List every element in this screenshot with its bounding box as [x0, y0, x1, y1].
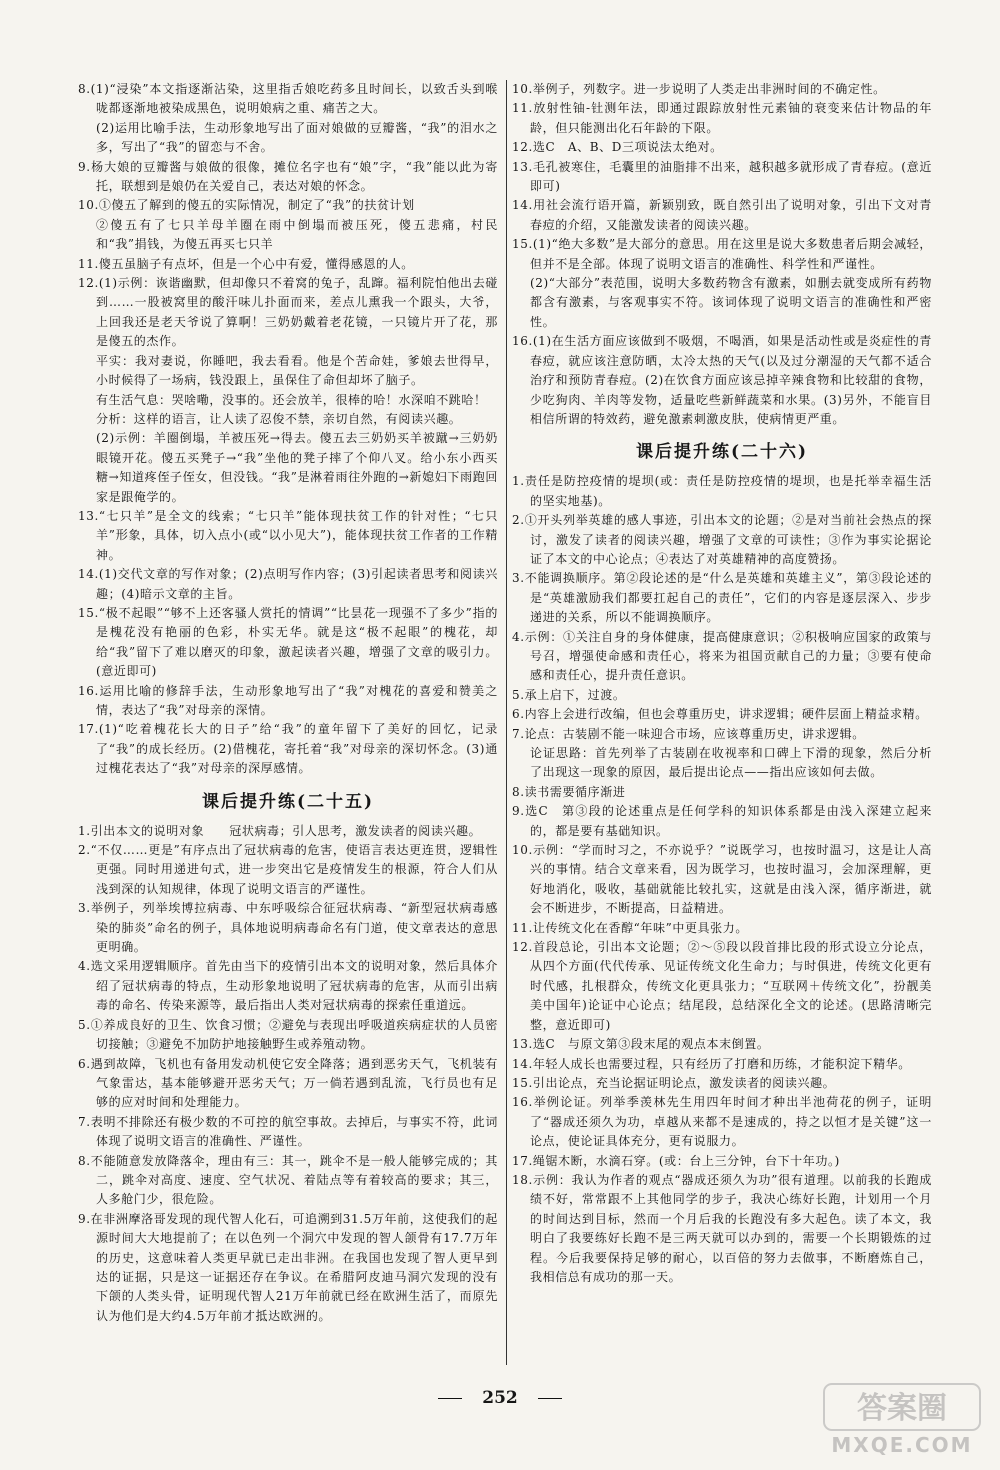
left-column	[78, 80, 498, 1326]
page-number-right-dash	[538, 1398, 562, 1399]
answer-item: 6.内容上会进行改编，但也会尊重历史，讲求逻辑；硬件层面上精益求精。	[512, 707, 928, 722]
page-number-left-dash	[438, 1398, 462, 1399]
answer-item: 13.选C 与原文第③段末尾的观点本末倒置。	[512, 1037, 770, 1052]
answer-item: 9.在非洲摩洛哥发现的现代智人化石，可追溯到31.5万年前，这使我们的起源时间大大地提前了；在以色列一个洞穴中发现的智人颌骨有17.7万年的历史，这意味着人类更早就已走出非洲。在我国也发现了智人更早到达的证据，只是这一证据还存在争议。在希腊阿皮迪马洞穴发现的没有下颌的人类头骨，证明现代智人21万年前就已经在欧洲生活了，而原先认为他们是大约4.5万年前才抵达欧洲的。	[78, 1211, 498, 1323]
answer-item: 14.年轻人成长也需要过程，只有经历了打磨和历练，才能积淀下精华。	[512, 1056, 911, 1071]
answer-item: 8.读书需要循序渐进	[512, 784, 626, 799]
answer-item: 14.(1)交代文章的写作对象；(2)点明写作内容；(3)引起读者思考和阅读兴趣；(4)暗示文章的主旨。	[78, 567, 498, 601]
answer-continuation: 平实：我对妻说，你睡吧，我去看看。他是个苦命娃，爹娘去世得早，小时候得了一场病，钱没跟上，虽保住了命但却坏了脑子。	[96, 353, 498, 388]
answer-item: 14.用社会流行语开篇，新颖别致，既自然引出了说明对象，引出下文对青春痘的介绍，又能激发读者的阅读兴趣。	[512, 198, 932, 232]
answer-continuation: (2)运用比喻手法，生动形象地写出了面对娘做的豆瓣酱，“我”的泪水之多，写出了“我”的留恋与不舍。	[96, 120, 498, 155]
answer-item: 11.傻五虽脑子有点坏，但是一个心中有爱，懂得感恩的人。	[78, 256, 414, 271]
answer-item: 9.杨大娘的豆瓣酱与娘做的很像，摊位名字也有“娘”字，“我”能以此为寄托，联想到是娘仍在关爱自己，表达对娘的怀念。	[78, 159, 498, 194]
answer-item: 18.示例：我认为作者的观点“器成还须久为功”很有道理。以前我的长跑成绩不好，常常跟不上其他同学的步子，我决心练好长跑，计划用一个月的时间达到目标，然而一个月后我的长跑没有多大起色。读了本文，我明白了我要练好长跑不是三两天就可以办到的，需要一个长期锻炼的过程。今后我要保持足够的耐心，以百倍的努力去做事，不断磨炼自己，我相信总有成功的那一天。	[512, 1172, 932, 1284]
answer-item: 4.选文采用逻辑顺序。首先由当下的疫情引出本文的说明对象，然后具体介绍了冠状病毒的特点，生动形象地说明了冠状病毒的危害，从而引出病毒的命名、传染来源等，最后指出人类对冠状病毒的探索任重道远。	[78, 959, 498, 1013]
answer-item: 6.遇到故障，飞机也有备用发动机使它安全降落；遇到恶劣天气，飞机装有气象雷达，基本能够避开恶劣天气；万一倘若遇到乱流，飞行员也有足够的应对时间和处理能力。	[78, 1056, 498, 1110]
watermark-graphic	[822, 1380, 982, 1460]
answer-item: 5.承上启下，过渡。	[512, 687, 626, 702]
answer-item: 17.(1)“吃着槐花长大的日子”给“我”的童年留下了美好的回忆，记录了“我”的成长经历。(2)借槐花，寄托着“我”对母亲的深切怀念。(3)通过槐花表达了“我”对母亲的深厚感情。	[78, 722, 498, 776]
answer-item: 12.选C A、B、D三项说法太绝对。	[512, 140, 723, 155]
answer-item: 16.举例论证。列举季羡林先生用四年时间才种出半池荷花的例子，证明了“器成还须久为功，卓越从来都不是速成的，持之以恒才是关键”这一论点，使论证具体充分，更有说服力。	[512, 1095, 932, 1149]
answer-item: 4.示例：①关注自身的身体健康，提高健康意识；②积极响应国家的政策与号召，增强使命感和责任心，将来为祖国贡献自己的力量；③要有使命感和责任心，提升责任意识。	[512, 629, 932, 683]
answer-item: 13.“七只羊”是全文的线索；“七只羊”能体现扶贫工作的针对性；“七只羊”形象，具体，切入点小(或“以小见大”)，能体现扶贫工作者的工作精神。	[78, 508, 498, 562]
answer-item: 3.举例子，列举埃博拉病毒、中东呼吸综合征冠状病毒、“新型冠状病毒感染的肺炎”命名的例子，具体地说明病毒命名有门道，使文章表达的意思更明确。	[78, 901, 498, 955]
answer-item: 13.毛孔被寒住，毛囊里的油脂排不出来，越积越多就形成了青春痘。(意近即可)	[512, 159, 932, 194]
right-column	[512, 80, 932, 1287]
page-number-value: 252	[482, 1388, 518, 1408]
answer-continuation: ②傻五有了七只羊母羊圈在雨中倒塌而被压死，傻五悲痛，村民和“我”捐钱，为傻五再买七只羊	[96, 217, 498, 252]
answer-item: 16.(1)在生活方面应该做到不吸烟，不喝酒，如果是活动性或是炎症性的青春痘，就应该注意防晒，太冷太热的天气(以及过分潮湿的天气都不适合治疗和预防青春痘。(2)在饮食方面应该忌掉辛辣食物和比较甜的食物，少吃狗肉、羊肉等发物，适量吃些新鲜蔬菜和水果。(3)另外，不能盲目相信所谓的特效药，避免激素刺激皮肤，使病情更严重。	[512, 334, 932, 426]
answer-item: 15.“极不起眼”“够不上还客骚人赏托的情调”“比昙花一现强不了多少”指的是槐花没有艳丽的色彩，朴实无华。就是这“极不起眼”的槐花，却给“我”留下了难以磨灭的印象，激起读者兴趣，增强了文章的吸引力。(意近即可)	[78, 605, 498, 679]
answer-item: 11.让传统文化在香醇“年味”中更具张力。	[512, 920, 748, 935]
answer-continuation: 分析：这样的语言，让人读了忍俊不禁，亲切自然，有阅读兴趣。	[96, 411, 462, 426]
answer-item: 15.引出论点，充当论据证明论点，激发读者的阅读兴趣。	[512, 1075, 836, 1090]
answer-item: 9.选C 第③段的论述重点是任何学科的知识体系都是由浅入深建立起来的，都是要有基础知识。	[512, 804, 932, 838]
answer-item: 2.“不仅……更是”有序点出了冠状病毒的危害，使语言表达更连贯，逻辑性更强。同时用递进句式，进一步突出它是疫情发生的根源，符合人们从浅到深的认知规律，体现了说明文语言的严谨性。	[78, 843, 498, 896]
answer-continuation: (2)示例：羊圈倒塌，羊被压死→得去。傻五去三奶奶买羊被蹴→三奶奶眼镜开花。傻五买凳子→“我”坐他的凳子摔了个仰八叉。给小东小西买糖→知道疼侄子侄女，但没钱。“我”是淋着雨往外跑的→新媳妇下雨跑回家是跟俺学的。	[96, 431, 498, 504]
answer-item: 12.首段总论，引出本文论题；②～⑤段以段首排比段的形式设立分论点，从四个方面(代代传承、见证传统文化生命力；与时俱进，传统文化更有时代感，扎根群众，传统文化更具张力；“互联网＋传统文化”，扮靓美美中国年)论证中心论点；结尾段，总结深化全文的论述。(思路清晰完整，意近即可)	[512, 940, 932, 1032]
section-heading: 课后提升练(二十六)	[635, 442, 809, 463]
answer-item: 3.不能调换顺序。第②段论述的是“什么是英雄和英雄主义”，第③段论述的是“英雄激励我们都要扛起自己的责任”，它们的内容是逐层深入、步步递进的关系，所以不能调换顺序。	[512, 571, 932, 625]
answer-item: 7.表明不排除还有极少数的不可控的航空事故。去掉后，与事实不符，此词体现了说明文语言的准确性、严谨性。	[78, 1114, 498, 1149]
answer-item: 10.示例：“学而时习之，不亦说乎？”说既学习，也按时温习，这是让人高兴的事情。结合文章来看，因为既学习，也按时温习，会加深理解，更好地消化，吸收，基础就能比较扎实，这就是由浅入深，循序渐进，就会不断进步，不断提高，日益精进。	[512, 843, 932, 916]
answer-item: 10.①傻五了解到的傻五的实际情况，制定了“我”的扶贫计划	[78, 198, 415, 213]
watermark-logo	[822, 1380, 982, 1460]
answer-item: 5.①养成良好的卫生、饮食习惯；②避免与表现出呼吸道疾病症状的人员密切接触；③避免不加防护地接触野生或养殖动物。	[78, 1017, 498, 1052]
answer-continuation: 有生活气息：哭啥嘞，没事的。还会放羊，很棒的哈！水深咱不跳哈！	[96, 392, 487, 407]
answer-item: 2.①开头列举英雄的感人事迹，引出本文的论题；②是对当前社会热点的探讨，激发了读者的阅读兴趣，增强了文章的可读性；③作为事实论据论证了本文的中心论点；④表达了对英雄精神的高度赞扬。	[512, 513, 932, 566]
column-divider	[506, 80, 507, 1365]
answer-item: 7.论点：古装剧不能一味迎合市场，应该尊重历史，讲求逻辑。	[512, 726, 865, 741]
answer-item: 11.放射性铀-钍测年法，即通过跟踪放射性元素铀的衰变来估计物品的年龄，但只能测出化石年龄的下限。	[512, 101, 932, 135]
answer-item: 8.不能随意发放降落伞，理由有三：其一，跳伞不是一般人能够完成的；其二，跳伞对高度、速度、空气状况、着陆点等有着较高的要求；其三，人多舱门少，很危险。	[78, 1153, 498, 1207]
section-heading: 课后提升练(二十五)	[201, 791, 375, 812]
answer-item: 1.责任是防控疫情的堤坝(或：责任是防控疫情的堤坝，也是托举幸福生活的坚实地基)。	[512, 474, 932, 508]
answer-item: 10.举例子，列数字。进一步说明了人类走出非洲时间的不确定性。	[512, 82, 886, 96]
answer-item: 8.(1)“浸染”本文指逐渐沾染，这里指舌娘吃药多且时间长，以致舌头到喉咙都逐渐地被染成黑色，说明娘病之重、痛苦之大。	[78, 82, 498, 116]
watermark-line2: MXQE.COM	[831, 1433, 973, 1457]
answer-item: 1.引出本文的说明对象 冠状病毒；引人思考，激发读者的阅读兴趣。	[78, 823, 482, 838]
watermark-line1: 答案圈	[857, 1391, 947, 1426]
answer-item: 15.(1)“绝大多数”是大部分的意思。用在这里是说大多数患者后期会减轻，但并不是全部。体现了说明文语言的准确性、科学性和严谨性。	[512, 237, 932, 271]
answer-continuation: 论证思路：首先列举了古装剧在收视率和口碑上下滑的现象，然后分析了出现这一现象的原因，最后提出论点——指出应该如何去做。	[530, 746, 932, 780]
answer-item: 16.运用比喻的修辞手法，生动形象地写出了“我”对槐花的喜爱和赞美之情，表达了“我”对母亲的深情。	[78, 683, 498, 717]
answer-continuation: (2)“大部分”表范围，说明大多数药物含有激素，如删去就变成所有药物都含有激素，与客观事实不符。该词体现了说明文语言的准确性和严密性。	[530, 276, 932, 329]
answer-item: 17.绳锯木断，水滴石穿。(或：台上三分钟，台下十年功。)	[512, 1153, 840, 1168]
answer-item: 12.(1)示例：诙谐幽默，但却像只不着窝的兔子，乱蹿。福利院怕他出去碰到……一股被窝里的酸汗味儿扑面而来，差点儿熏我一个跟头，大爷，上回我还是老天爷说了算啊！三奶奶戴着老花镜，一只镜片开了花，那是傻五的杰作。	[78, 276, 498, 349]
